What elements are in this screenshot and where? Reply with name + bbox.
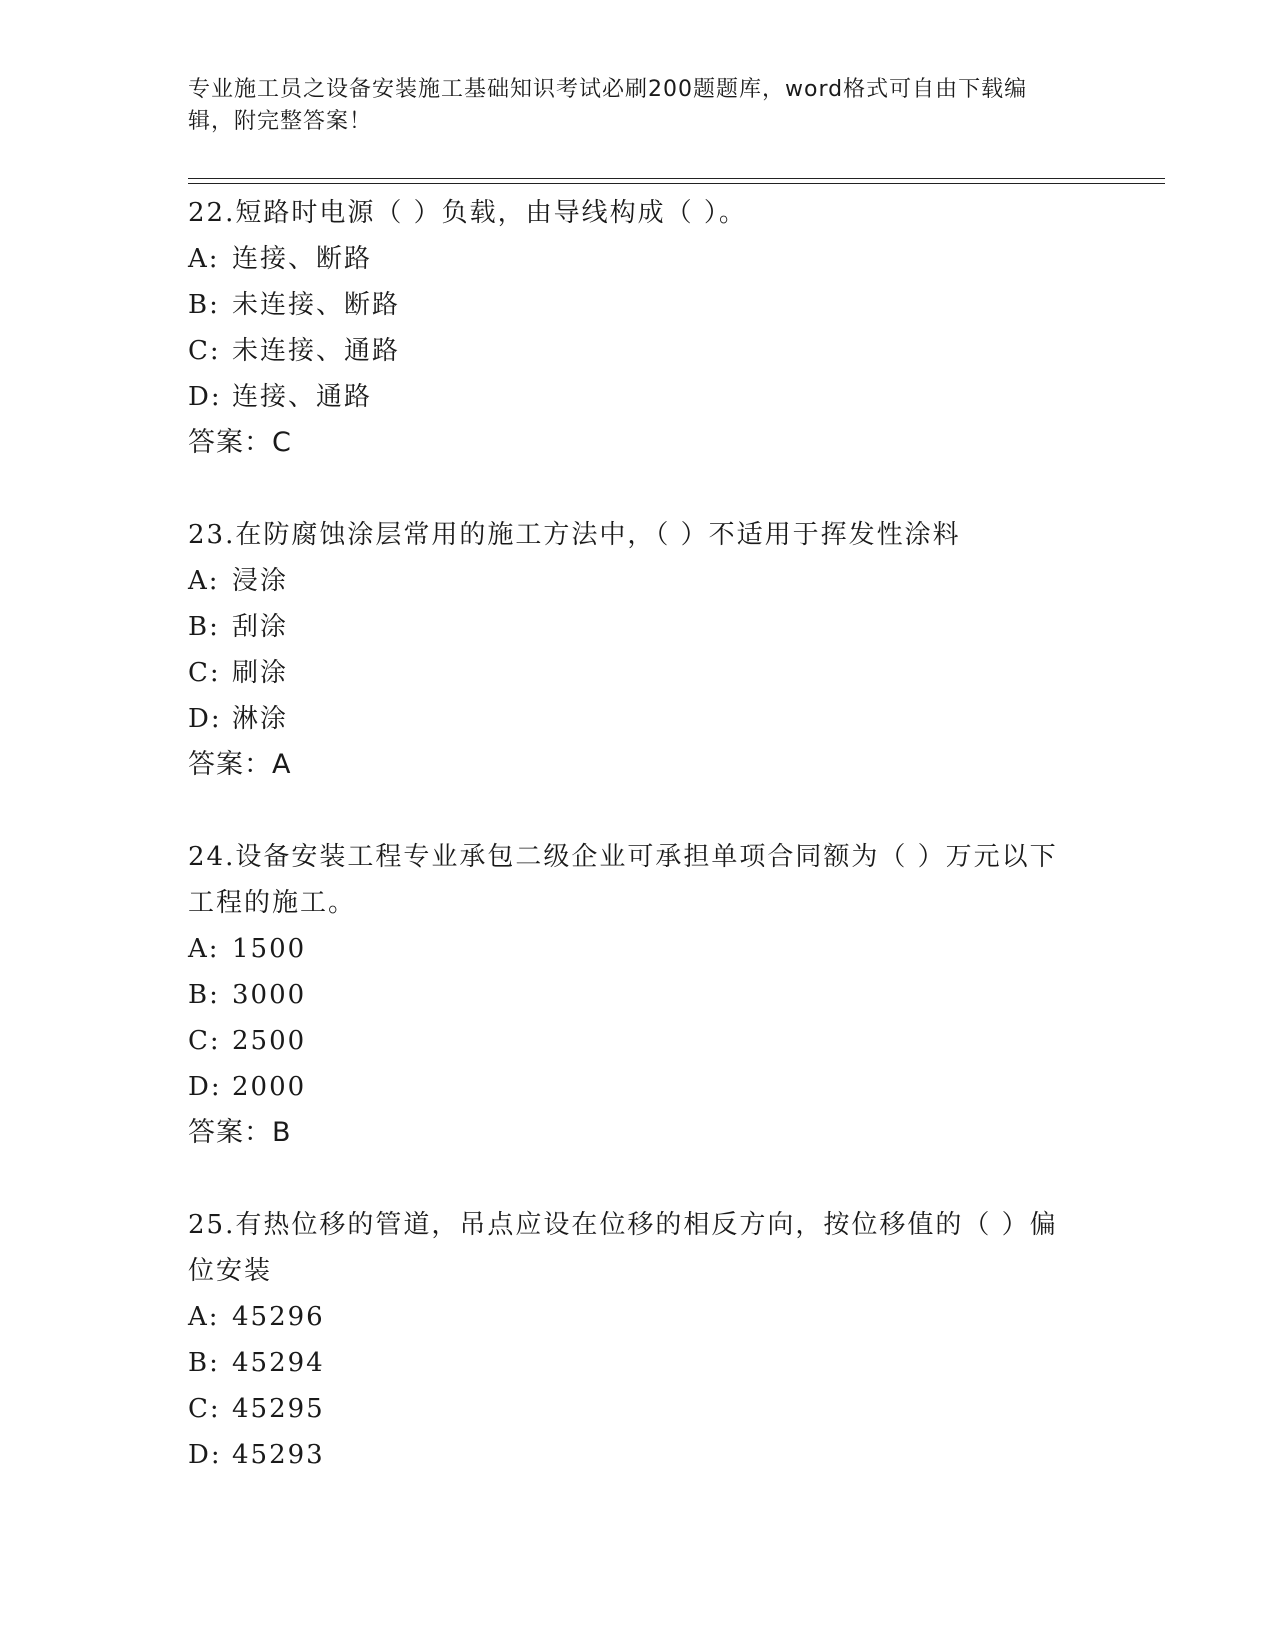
option-b — [188, 1340, 1068, 1386]
option-letter: B: — [188, 612, 220, 642]
option-text: 连接、通路 — [232, 382, 373, 412]
option-c — [188, 1018, 1068, 1064]
option-d — [188, 696, 1068, 742]
option-letter: C: — [188, 1026, 221, 1056]
header-divider-top — [188, 178, 1165, 179]
option-text: 45296 — [232, 1302, 325, 1332]
option-d — [188, 1432, 1068, 1478]
option-letter: C: — [188, 336, 221, 366]
option-text: 刷涂 — [232, 658, 289, 688]
option-letter: A: — [188, 244, 220, 274]
option-c — [188, 1386, 1068, 1432]
option-text: 连接、断路 — [232, 244, 373, 274]
answer-line: 答案：B — [188, 1117, 292, 1148]
option-a — [188, 558, 1068, 604]
option-text: 45294 — [232, 1348, 325, 1378]
option-text: 45293 — [232, 1440, 325, 1470]
option-text: 未连接、断路 — [232, 290, 401, 320]
option-a — [188, 926, 1068, 972]
option-letter: C: — [188, 1394, 221, 1424]
option-text: 未连接、通路 — [232, 336, 401, 366]
option-letter: A: — [188, 1302, 220, 1332]
option-letter: C: — [188, 658, 221, 688]
option-letter: D: — [188, 704, 222, 734]
question-24 — [188, 834, 1068, 1156]
option-letter: A: — [188, 566, 220, 596]
option-letter: B: — [188, 980, 220, 1010]
option-text: 浸涂 — [232, 566, 289, 596]
option-letter: A: — [188, 934, 220, 964]
question-22 — [188, 190, 1068, 466]
option-d — [188, 374, 1068, 420]
question-stem: 22.短路时电源（ ）负载，由导线构成（ ）。 — [188, 198, 747, 228]
document-header: 专业施工员之设备安装施工基础知识考试必刷200题题库，word格式可自由下载编辑，附完整答案！ — [188, 77, 1028, 134]
option-letter: B: — [188, 1348, 220, 1378]
option-text: 2500 — [232, 1026, 307, 1056]
option-b — [188, 282, 1068, 328]
option-text: 45295 — [232, 1394, 325, 1424]
option-letter: D: — [188, 382, 222, 412]
option-d — [188, 1064, 1068, 1110]
question-25 — [188, 1202, 1068, 1478]
option-b — [188, 604, 1068, 650]
answer-line: 答案：A — [188, 749, 292, 780]
question-stem: 25.有热位移的管道，吊点应设在位移的相反方向，按位移值的（ ）偏位安装 — [188, 1210, 1058, 1286]
option-a — [188, 1294, 1068, 1340]
option-b — [188, 972, 1068, 1018]
option-text: 刮涂 — [232, 612, 289, 642]
option-letter: B: — [188, 290, 220, 320]
answer-line: 答案：C — [188, 427, 292, 458]
question-23 — [188, 512, 1068, 788]
option-c — [188, 328, 1068, 374]
question-stem: 23.在防腐蚀涂层常用的施工方法中，（ ）不适用于挥发性涂料 — [188, 520, 961, 550]
option-text: 2000 — [232, 1072, 307, 1102]
header-divider-bottom — [188, 183, 1165, 184]
option-letter: D: — [188, 1440, 222, 1470]
option-text: 淋涂 — [232, 704, 289, 734]
option-c — [188, 650, 1068, 696]
option-text: 1500 — [232, 934, 307, 964]
option-text: 3000 — [232, 980, 307, 1010]
option-a — [188, 236, 1068, 282]
question-stem: 24.设备安装工程专业承包二级企业可承担单项合同额为（ ）万元以下工程的施工。 — [188, 842, 1058, 918]
option-letter: D: — [188, 1072, 222, 1102]
